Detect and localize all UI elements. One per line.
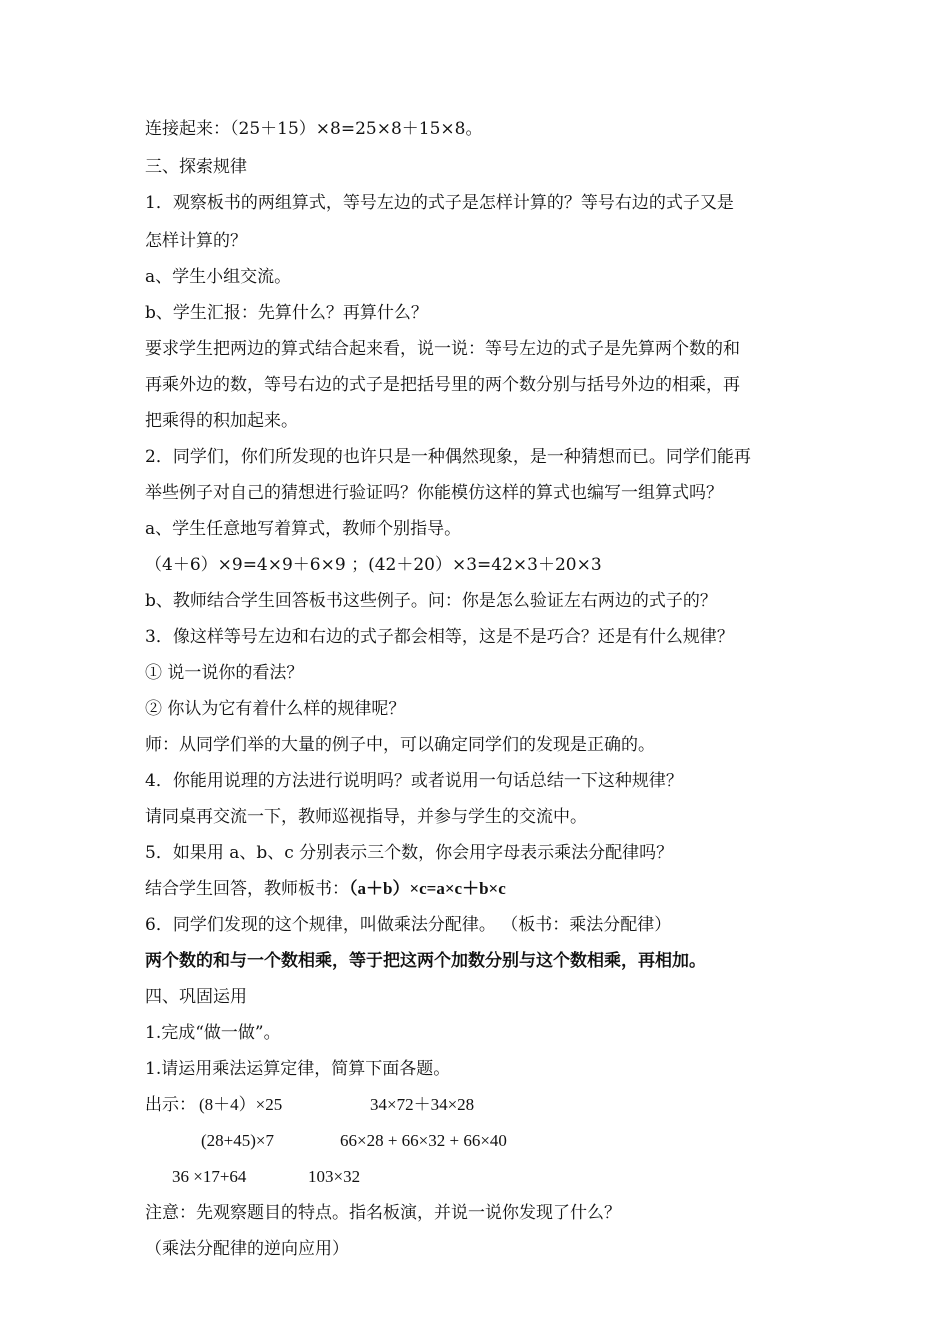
text-line-16: ① 说一说你的看法？ [145, 663, 304, 683]
exercise-1b: 34×72＋34×28 [370, 1095, 475, 1114]
text-line-27: 1.请运用乘法运算定律，简算下面各题。 [145, 1059, 451, 1079]
exercise-2a: (28+45)×7 [201, 1131, 274, 1150]
text-line-18: 师：从同学们举的大量的例子中，可以确定同学们的发现是正确的。 [145, 735, 655, 755]
exercise-3a: 36 ×17+64 [172, 1167, 247, 1186]
text-line-8: 再乘外边的数，等号右边的式子是把括号里的两个数分别与括号外边的相乘，再 [145, 375, 740, 395]
text-line-31: 注意：先观察题目的特点。指名板演，并说一说你发现了什么？ [145, 1203, 621, 1223]
text-line-17: ② 你认为它有着什么样的规律呢？ [145, 699, 406, 719]
text-line-12: a、学生任意地写着算式，教师个别指导。 [145, 519, 462, 539]
text-line-1: 连接起来：（25＋15）×8=25×8＋15×8。 [145, 119, 483, 139]
text-line-26: 1.完成“做一做”。 [145, 1023, 281, 1043]
section-heading-3: 三、探索规律 [145, 157, 247, 177]
text-line-32: （乘法分配律的逆向应用） [145, 1239, 349, 1259]
text-line-15: 3．像这样等号左边和右边的式子都会相等，这是不是巧合？还是有什么规律？ [145, 627, 734, 647]
text-line-20: 请同桌再交流一下，教师巡视指导，并参与学生的交流中。 [145, 807, 587, 827]
text-line-13: （4＋6）×9=4×9＋6×9 ；(42＋20）×3=42×3＋20×3 [145, 555, 602, 575]
text-line-19: 4．你能用说理的方法进行说明吗？或者说用一句话总结一下这种规律？ [145, 771, 683, 791]
text-line-10: 2．同学们，你们所发现的也许只是一种偶然现象，是一种猜想而已。同学们能再 [145, 447, 751, 467]
exercise-3b: 103×32 [308, 1167, 361, 1186]
text-line-5: a、学生小组交流。 [145, 267, 292, 287]
exercise-2b: 66×28 + 66×32 + 66×40 [340, 1131, 507, 1150]
text-line-7: 要求学生把两边的算式结合起来看，说一说：等号左边的式子是先算两个数的和 [145, 339, 740, 359]
section-heading-4: 四、巩固运用 [145, 987, 247, 1007]
text-line-11: 举些例子对自己的猜想进行验证吗？你能模仿这样的算式也编写一组算式吗？ [145, 483, 723, 503]
text-line-6: b、学生汇报：先算什么？再算什么？ [145, 303, 428, 323]
exercise-label: 出示： [145, 1095, 196, 1115]
rule-statement: 两个数的和与一个数相乘，等于把这两个加数分别与这个数相乘，再相加。 [145, 951, 706, 971]
exercise-1a: (8＋4）×25 [199, 1095, 283, 1114]
text-line-22-prefix: 结合学生回答，教师板书： [145, 879, 349, 899]
text-line-14: b、教师结合学生回答板书这些例子。问：你是怎么验证左右两边的式子的？ [145, 591, 717, 611]
text-line-4: 怎样计算的？ [145, 231, 247, 251]
distributive-formula: （a＋b）×c=a×c＋b×c [349, 879, 506, 898]
text-line-3: 1．观察板书的两组算式，等号左边的式子是怎样计算的？等号右边的式子又是 [145, 193, 734, 213]
text-line-21: 5．如果用 a、b、c 分别表示三个数，你会用字母表示乘法分配律吗？ [145, 843, 674, 863]
text-line-23: 6．同学们发现的这个规律，叫做乘法分配律。 （板书：乘法分配律） [145, 915, 672, 935]
text-line-22 [145, 878, 506, 900]
text-line-9: 把乘得的积加起来。 [145, 411, 298, 431]
